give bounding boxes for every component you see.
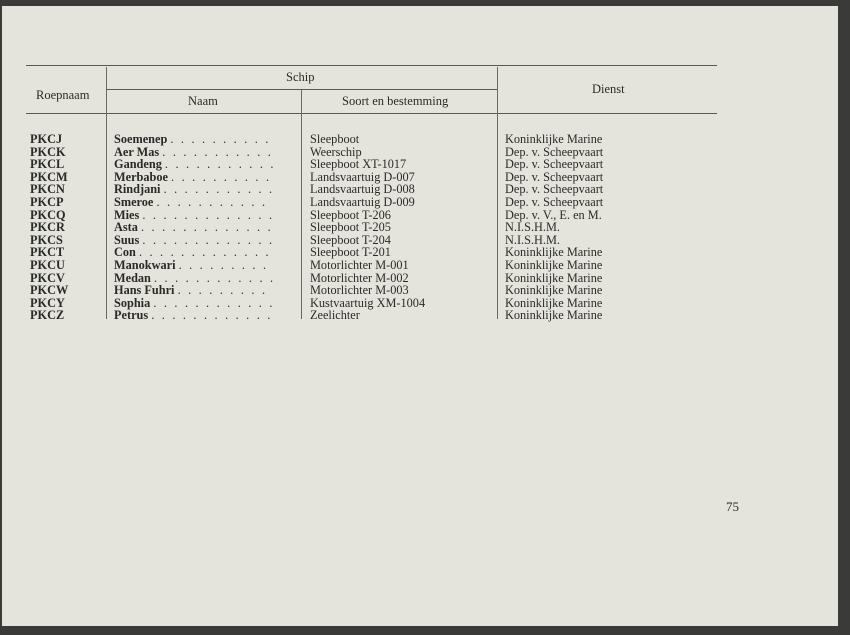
leader-dots: . . . . . . . . . . . . [151, 308, 273, 323]
cell-soort: Sleepboot T-206 [310, 207, 391, 222]
cell-naam: Rindjani [114, 182, 161, 197]
cell-roepnaam: PKCU [30, 257, 65, 272]
cell-dienst: Dep. v. V., E. en M. [505, 207, 602, 222]
cell-soort: Zeelichter [310, 308, 360, 323]
leader-dots: . . . . . . . . . [177, 283, 268, 298]
leader-dots: . . . . . . . . . . . . . [141, 220, 273, 235]
cell-naam: Gandeng [114, 157, 162, 172]
cell-naam: Smeroe [114, 194, 154, 209]
cell-soort: Kustvaartuig XM-1004 [310, 295, 426, 310]
divider-naam [301, 90, 302, 319]
cell-roepnaam: PKCQ [30, 207, 66, 222]
cell-roepnaam: PKCL [30, 157, 65, 172]
cell-naam: Con [114, 245, 136, 260]
cell-naam: Asta [114, 220, 138, 235]
cell-soort: Sleepboot [310, 132, 360, 146]
cell-roepnaam: PKCT [30, 245, 65, 260]
header-bottom-rule [26, 113, 717, 114]
cell-dienst: Koninklijke Marine [505, 257, 603, 272]
column-naam [114, 133, 276, 322]
leader-dots: . . . . . . . . . . . [162, 144, 274, 159]
cell-naam: Soemenep [114, 132, 168, 146]
leader-dots: . . . . . . . . . . . . [153, 295, 275, 310]
cell-naam: Merbaboe [114, 169, 168, 184]
divider-roepnaam [106, 67, 107, 319]
table-top-rule [26, 65, 717, 66]
cell-naam: Hans Fuhri [114, 283, 175, 298]
cell-soort: Motorlichter M-003 [310, 283, 409, 298]
cell-soort: Landsvaartuig D-008 [310, 182, 415, 197]
cell-roepnaam: PKCR [30, 220, 65, 235]
leader-dots: . . . . . . . . . . . . . [142, 207, 275, 222]
cell-soort: Weerschip [310, 144, 362, 159]
cell-roepnaam: PKCS [30, 232, 63, 247]
leader-dots: . . . . . . . . . . . . . [142, 232, 275, 247]
cell-naam: Suus [114, 232, 140, 247]
cell-soort: Sleepboot T-201 [310, 245, 391, 260]
cell-dienst: N.I.S.H.M. [505, 220, 560, 235]
cell-dienst: Dep. v. Scheepvaart [505, 157, 604, 172]
header-dienst: Dienst [592, 82, 625, 96]
cell-dienst: Koninklijke Marine [505, 132, 603, 146]
naam-row [114, 309, 276, 322]
cell-soort: Landsvaartuig D-007 [310, 169, 415, 184]
cell-soort: Landsvaartuig D-009 [310, 194, 415, 209]
cell-soort: Sleepboot T-204 [310, 232, 391, 247]
cell-roepnaam: PKCZ [30, 308, 65, 323]
leader-dots: . . . . . . . . . . . [156, 194, 268, 209]
cell-roepnaam: PKCM [30, 169, 68, 184]
divider-soort [497, 67, 498, 319]
leader-dots: . . . . . . . . . . [170, 132, 271, 146]
leader-dots: . . . . . . . . . . . [164, 157, 276, 172]
leader-dots: . . . . . . . . . . . . [153, 270, 276, 285]
header-schip: Schip [286, 70, 315, 84]
cell-soort: Sleepboot XT-1017 [310, 157, 407, 172]
header-naam: Naam [188, 94, 218, 108]
leader-dots: . . . . . . . . . . [171, 169, 272, 184]
cell-roepnaam: PKCP [30, 194, 64, 209]
cell-dienst: Koninklijke Marine [505, 308, 603, 323]
cell-dienst: Dep. v. Scheepvaart [505, 144, 604, 159]
leader-dots: . . . . . . . . . . . . . [138, 245, 271, 260]
cell-naam: Medan [114, 270, 151, 285]
column-soort [310, 133, 425, 322]
cell-roepnaam: PKCK [30, 144, 66, 159]
cell-soort: Sleepboot T-205 [310, 220, 391, 235]
cell-dienst: Dep. v. Scheepvaart [505, 194, 604, 209]
leader-dots: . . . . . . . . . [178, 257, 269, 272]
header-roepnaam: Roepnaam [36, 88, 90, 102]
cell-naam: Petrus [114, 308, 149, 323]
cell-naam: Mies [114, 207, 140, 222]
column-dienst [505, 133, 603, 322]
cell-dienst: Koninklijke Marine [505, 270, 603, 285]
page-number: 75 [726, 499, 739, 514]
cell-soort: Motorlichter M-001 [310, 257, 409, 272]
cell-dienst: N.I.S.H.M. [505, 232, 560, 247]
cell-dienst: Dep. v. Scheepvaart [505, 169, 604, 184]
column-roepnaam [30, 133, 68, 322]
book-page [2, 6, 838, 626]
cell-naam: Sophia [114, 295, 151, 310]
leader-dots: . . . . . . . . . . . [163, 182, 275, 197]
cell-roepnaam: PKCY [30, 295, 65, 310]
cell-dienst: Koninklijke Marine [505, 245, 603, 260]
cell-soort: Motorlichter M-002 [310, 270, 409, 285]
header-soort: Soort en bestemming [342, 94, 449, 108]
cell-dienst: Koninklijke Marine [505, 283, 603, 298]
cell-dienst: Dep. v. Scheepvaart [505, 182, 604, 197]
cell-roepnaam: PKCV [30, 270, 65, 285]
cell-roepnaam: PKCW [30, 283, 69, 298]
cell-dienst: Koninklijke Marine [505, 295, 603, 310]
cell-roepnaam: PKCJ [30, 132, 63, 146]
cell-roepnaam: PKCN [30, 182, 65, 197]
cell-naam: Manokwari [114, 257, 176, 272]
cell-naam: Aer Mas [114, 144, 160, 159]
